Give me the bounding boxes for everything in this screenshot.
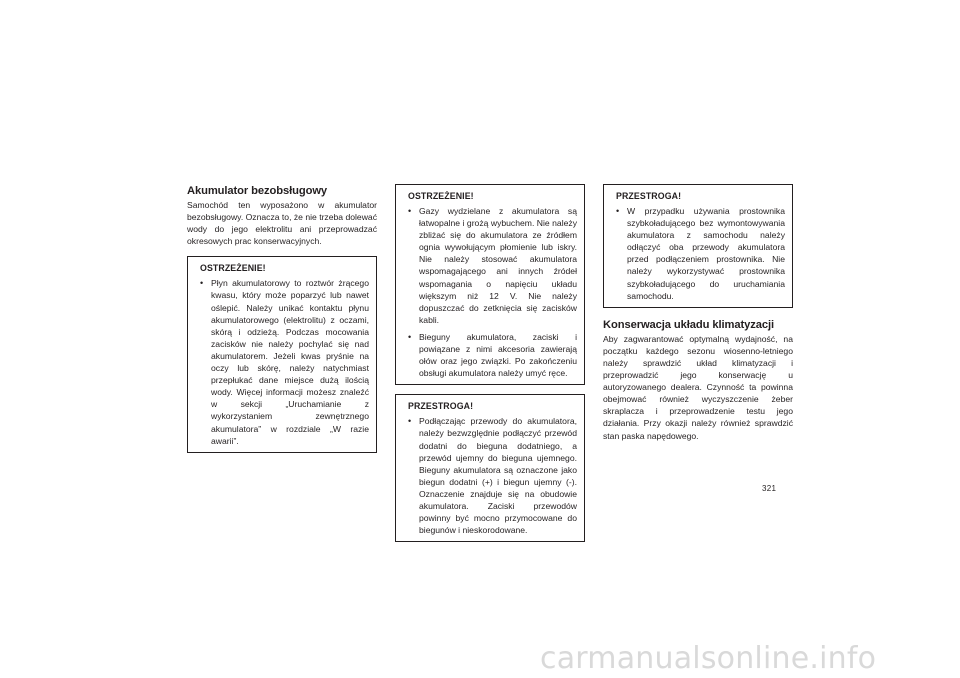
warning-title: OSTRZEŻENIE! [200,263,266,274]
column-3 [603,184,793,442]
caution-list [408,415,577,536]
caution-box [395,394,585,542]
warning-item [408,205,577,326]
warning-item-text: Gazy wydzielane z akumulatora są łatwopalne i grożą wybuchem. Nie należy zbliżać się do akumulatora ze źródłem ognia wywołującym płomienie lub iskry. Nie należy stosować akumulatora wspomagającego ani innych źródeł wspomagania o napięciu układu większym niż 12 V. Nie należy dopuszczać do zetknięcia się zacisków kabli. [419,206,577,325]
warning-list [200,277,369,446]
caution-title: PRZESTROGA! [408,401,474,412]
warning-item [408,331,577,379]
section-title-air-conditioning: Konserwacja układu klimatyzacji [603,318,775,331]
watermark-text: carmanualsonline.info [540,641,877,676]
column-1 [187,184,377,453]
warning-item [200,277,369,446]
caution-item [616,205,785,302]
warning-item-text: Płyn akumulatorowy to roztwór żrącego kwasu, który może poparzyć lub nawet oślepić. Należy unikać kontaktu płynu akumulatorowego (elektrolitu) z oczami, skórą i odzieżą. Podczas mocowania zacisków nie należy pochylać się nad akumulatorem. Jeżeli kwas pryśnie na oczy lub skórę, należy natychmiast przepłukać dane miejsce dużą ilością wody. Więcej informacji możesz znaleźć w sekcji „Uruchamianie z wykorzystaniem zewnętrznego akumulatora” w rozdziale „W razie awarii”. [211,278,369,446]
caution-list [616,205,785,302]
caution-title: PRZESTROGA! [616,191,682,201]
caution-item-text: Podłączając przewody do akumulatora, należy bezwzględnie podłączyć przewód dodatni do bieguna dodatniego, a przewód ujemny do bieguna ujemnego. Bieguny akumulatora są oznaczone jako biegun dodatni (+) i biegun ujemny (-). Oznaczenie znajduje się na obudowie akumulatora. Zaciski przewodów powinny być mocno przymocowane do biegunów i nieskorodowane. [419,416,577,536]
column-2 [395,184,585,542]
caution-item [408,415,577,536]
paragraph-air-conditioning: Aby zagwarantować optymalną wydajność, na początku każdego sezonu wiosenno-letniego należy sprawdzić układ klimatyzacji i przeprowadzić jego konserwację u autoryzowanego dealera. Czynność ta powinna obejmować również wyczyszczenie żeber skraplacza i przeprowadzenie testu jego działania. Przy okazji należy również sprawdzić stan paska napędowego. [603,333,793,441]
paragraph-battery: Samochód ten wyposażono w akumulator bezobsługowy. Oznacza to, że nie trzeba dolewać wody do jego elektrolitu ani przeprowadzać okresowych prac konserwacyjnych. [187,200,377,247]
caution-item-text: W przypadku używania prostownika szybkoładującego bez wymontowywania akumulatora z samochodu należy odłączyć oba przewody akumulatora przed podłączeniem prostownika. Nie należy wykorzystywać prostownika szybkoładującego do uruchamiania samochodu. [627,206,785,301]
warning-box [187,256,377,452]
caution-box [603,184,793,308]
bullet-icon: • [200,278,204,289]
section-title-battery: Akumulator bezobsługowy [187,185,328,197]
page-number: 321 [762,484,777,493]
warning-title: OSTRZEŻENIE! [408,191,474,201]
bullet-icon: • [408,416,412,427]
warning-item-text: Bieguny akumulatora, zaciski i powiązane z nimi akcesoria zawierają ołów oraz jego związki. Po zakończeniu obsługi akumulatora należy umyć ręce. [419,331,577,379]
warning-box [395,184,585,385]
bullet-icon: • [616,206,620,216]
warning-list [408,205,577,379]
bullet-icon: • [408,331,412,342]
bullet-icon: • [408,206,412,216]
